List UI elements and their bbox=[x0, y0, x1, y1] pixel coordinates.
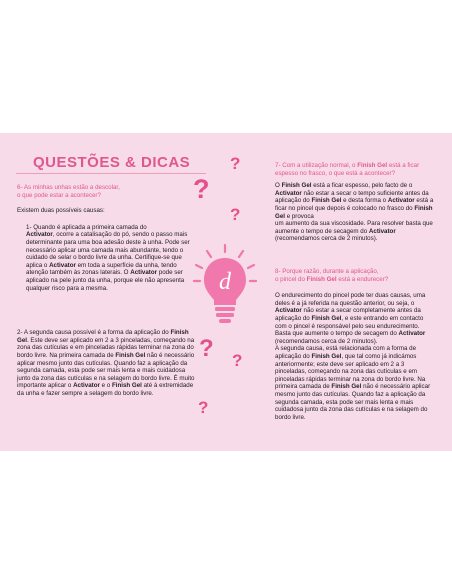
question-7: 7- Com a utilização normal, o Finish Gel está a ficar espesso no frasco, o que está a acontecer? bbox=[275, 162, 420, 177]
page-title: QUESTÕES & DICAS bbox=[33, 154, 191, 171]
question-mark-icon: ? bbox=[230, 205, 241, 224]
right-column-bottom bbox=[275, 268, 435, 421]
left-column bbox=[17, 184, 195, 397]
logo-letter: d bbox=[219, 269, 231, 295]
question-mark-icon: ? bbox=[232, 351, 243, 370]
title-underline bbox=[16, 173, 206, 174]
question-mark-icon: ? bbox=[199, 335, 214, 362]
lightbulb-icon bbox=[192, 243, 258, 327]
answer-7: O Finish Gel está a ficar espesso, pelo facto de o Activator não estar a secar o tempo suficiente antes da aplicação do Finish Gel e desta forma o Activator está a ficar no pincel que depois é colocado no frasco do Finish Gel e provoca um aumento da sua viscosidade. Para resolver basta que aumente o tempo de secagem do Activator (recomendamos cerca de 2 minutos). bbox=[275, 182, 434, 243]
cause-2: 2- A segunda causa possível é a forma da aplicação do Finish Gel. Este deve ser aplicado em 2 a 3 pinceladas, começando na zona das cutículas e em pinceladas rápidas terminar na zona do bordo livre. Na primeira camada de Finish Gel não é necessário aplicar mesmo junto das cutículas. Quando faz a aplicação da segunda camada, esta pode ser mais lenta e mais cuidadosa junto da zona das cutículas e na selagem do bordo livre. É muito importante aplicar o Activator e o Finish Gel até à extremidade da unha e fazer sempre a selagem do bordo livre. bbox=[17, 329, 195, 397]
question-mark-icon: ? bbox=[193, 174, 210, 204]
question-mark-icon: ? bbox=[198, 398, 209, 417]
question-mark-icon: ? bbox=[230, 154, 241, 173]
cause-1: 1- Quando é aplicada a primeira camada do Activator, ocorre a catalisação do pó, sendo o passo mais determinante para uma boa adesão deste à unha. Pode ser necessário aplicar uma camada mais abundante, tendo o cuidado de selar o bordo livre da unha. Certifique-se que aplica o Activator em toda a superfície da unha, tendo atenção também às zonas laterais. O Activator pode ser aplicado na pele junto da unha, porque ele não apresenta qualquer risco para a mesma. bbox=[26, 223, 190, 292]
answer-8: O endurecimento do pincel pode ter duas causas, uma deles é a já referida na questão anterior, ou seja, o Activator não estar a secar completamente antes da aplicação do Finish Gel, e este entrando em contacto com o pincel é responsável pelo seu endurecimento. Basta que aumente o tempo de secagem do Activator (recomendamos cerca de 2 minutos). A segunda causa, está relacionada com a forma de aplicação do Finish Gel, que tal como já indicámos anteriormente; este deve ser aplicado em 2 a 3 pinceladas, começando na zona das cutículas e em pinceladas rápidas terminar na zona do bordo livre. Na primeira camada de Finish Gel não é necessário aplicar mesmo junto das cutículas. Quando faz a aplicação da segunda camada, esta pode ser mais lenta e mais cuidadosa junto da zona das cutículas e na selagem do bordo livre. bbox=[275, 292, 431, 421]
causes-intro: Existem duas possíveis causas: bbox=[17, 207, 105, 215]
right-column-top bbox=[275, 162, 435, 243]
question-8: 8- Porque razão, durante a aplicação, o pincel do Finish Gel está a endurecer? bbox=[275, 268, 389, 283]
question-6: 6- As minhas unhas estão a descolar, o que pode estar a acontecer? bbox=[17, 184, 120, 199]
